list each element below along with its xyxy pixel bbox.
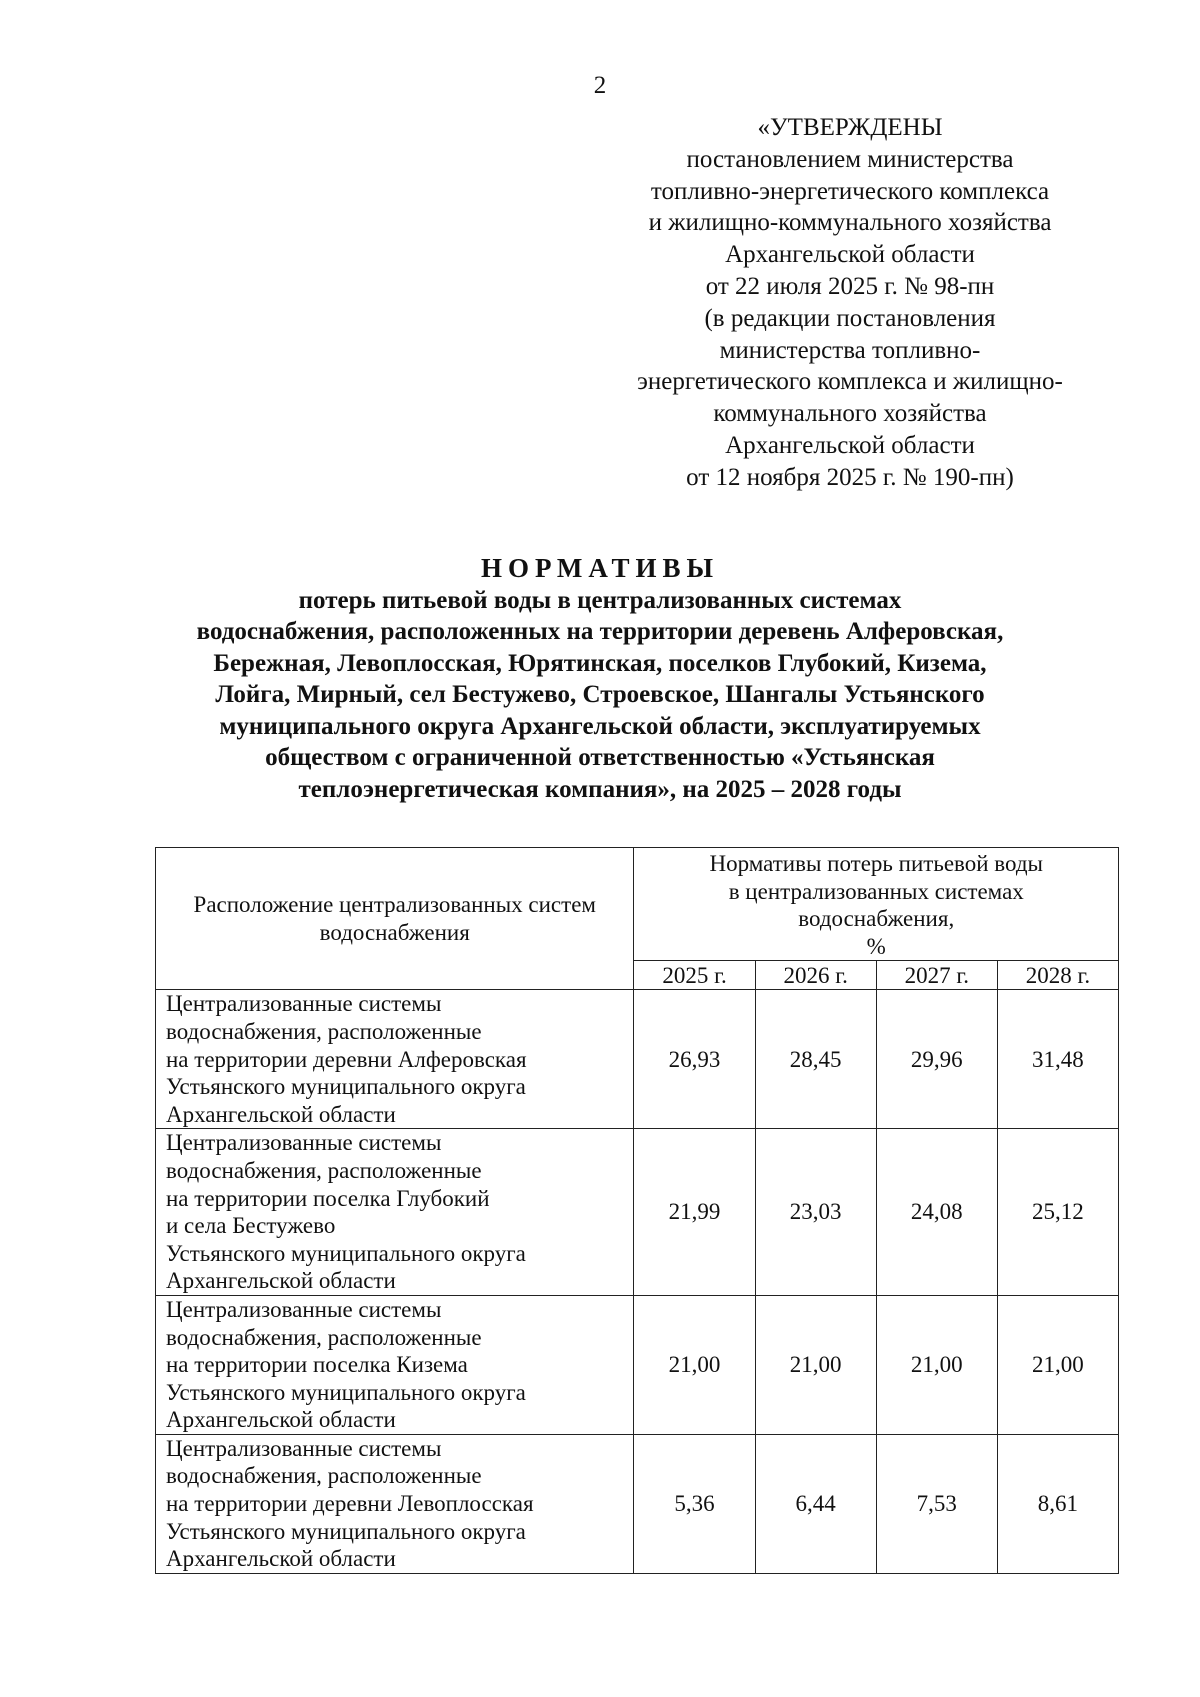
table-row <box>156 990 1119 1129</box>
location-line: Архангельской области <box>166 1268 396 1294</box>
location-line: и села Бестужево <box>166 1213 336 1239</box>
header-norms-line: % <box>866 933 886 959</box>
location-line: на территории поселка Глубокий <box>166 1185 490 1211</box>
value-cell: 8,61 <box>997 1434 1118 1573</box>
location-cell <box>156 1295 634 1434</box>
approval-line: (в редакции постановления <box>704 304 996 332</box>
approval-line: топливно-энергетического комплекса <box>650 177 1050 205</box>
page-number: 2 <box>593 72 607 99</box>
title-heading: НОРМАТИВЫ <box>480 553 720 583</box>
norms-table <box>155 847 1119 1574</box>
location-line: на территории деревни Левоплосская <box>166 1491 534 1517</box>
approval-line: Архангельской области <box>725 431 975 459</box>
location-line: Устьянского муниципального округа <box>166 1379 526 1405</box>
table-header-row <box>156 848 1119 961</box>
value-cell: 29,96 <box>876 990 997 1129</box>
value-cell: 6,44 <box>755 1434 876 1573</box>
value-cell: 21,00 <box>997 1295 1118 1434</box>
location-line: Централизованные системы <box>166 1435 442 1461</box>
table-row <box>156 1129 1119 1296</box>
location-cell <box>156 1434 634 1573</box>
header-location-line: Расположение централизованных систем <box>193 892 596 918</box>
value-cell: 21,00 <box>634 1295 755 1434</box>
approval-stamp <box>590 112 1110 494</box>
location-line: Архангельской области <box>166 1546 396 1572</box>
year-header: 2025 г. <box>634 961 755 990</box>
value-cell: 23,03 <box>755 1129 876 1296</box>
title-line: обществом с ограниченной ответственностью «Устьянская <box>265 744 935 771</box>
header-norms-line: Нормативы потерь питьевой воды <box>709 851 1043 876</box>
location-line: водоснабжения, расположенные <box>166 1324 482 1350</box>
location-line: водоснабжения, расположенные <box>166 1018 482 1044</box>
value-cell: 21,00 <box>755 1295 876 1434</box>
approval-line: от 22 июля 2025 г. № 98-пн <box>705 272 995 300</box>
title-line: водоснабжения, расположенных на территории деревень Алферовская, <box>196 618 1004 645</box>
approval-line: коммунального хозяйства <box>713 400 987 428</box>
approval-line: и жилищно-коммунального хозяйства <box>648 209 1052 237</box>
value-cell: 25,12 <box>997 1129 1118 1296</box>
location-line: Устьянского муниципального округа <box>166 1074 526 1100</box>
approval-line: Архангельской области <box>725 241 975 269</box>
value-cell: 21,00 <box>876 1295 997 1434</box>
location-line: Централизованные системы <box>166 991 442 1017</box>
value-cell: 24,08 <box>876 1129 997 1296</box>
location-line: водоснабжения, расположенные <box>166 1157 482 1183</box>
value-cell: 26,93 <box>634 990 755 1129</box>
location-cell <box>156 1129 634 1296</box>
location-line: на территории деревни Алферовская <box>166 1046 527 1072</box>
title-line: муниципального округа Архангельской области, эксплуатируемых <box>219 712 981 740</box>
year-header: 2027 г. <box>876 961 997 990</box>
location-line: Устьянского муниципального округа <box>166 1518 526 1544</box>
value-cell: 31,48 <box>997 990 1118 1129</box>
location-line: Устьянского муниципального округа <box>166 1240 526 1266</box>
location-line: на территории поселка Кизема <box>166 1352 468 1378</box>
header-norms-line: водоснабжения, <box>798 906 955 932</box>
location-cell <box>156 990 634 1129</box>
location-line: Централизованные системы <box>166 1296 442 1322</box>
table-row <box>156 1295 1119 1434</box>
title-line: Бережная, Левоплосская, Юрятинская, поселков Глубокий, Кизема, <box>213 649 987 677</box>
approval-line: постановлением министерства <box>686 145 1014 173</box>
value-cell: 7,53 <box>876 1434 997 1573</box>
approval-line: от 12 ноября 2025 г. № 190-пн) <box>686 463 1014 491</box>
header-location-line: водоснабжения <box>319 919 470 945</box>
value-cell: 5,36 <box>634 1434 755 1573</box>
year-header: 2026 г. <box>755 961 876 990</box>
title-line: теплоэнергетическая компания», на 2025 – 2028 годы <box>298 775 902 803</box>
value-cell: 21,99 <box>634 1129 755 1296</box>
location-line: Архангельской области <box>166 1101 396 1127</box>
location-line: Централизованные системы <box>166 1130 442 1156</box>
year-header: 2028 г. <box>997 961 1118 990</box>
table-row <box>156 1434 1119 1573</box>
header-norms <box>634 848 1119 961</box>
location-line: водоснабжения, расположенные <box>166 1463 482 1489</box>
value-cell: 28,45 <box>755 990 876 1129</box>
location-line: Архангельской области <box>166 1407 396 1433</box>
title-line: потерь питьевой воды в централизованных системах <box>298 586 902 614</box>
approval-line: энергетического комплекса и жилищно- <box>637 368 1063 396</box>
approval-line: министерства топливно- <box>719 336 981 364</box>
document-title <box>150 553 1050 805</box>
header-norms-line: в централизованных системах <box>728 878 1024 904</box>
header-location <box>156 848 634 990</box>
approval-line: «УТВЕРЖДЕНЫ <box>757 114 943 141</box>
title-line: Лойга, Мирный, сел Бестужево, Строевское, Шангалы Устьянского <box>215 681 985 708</box>
